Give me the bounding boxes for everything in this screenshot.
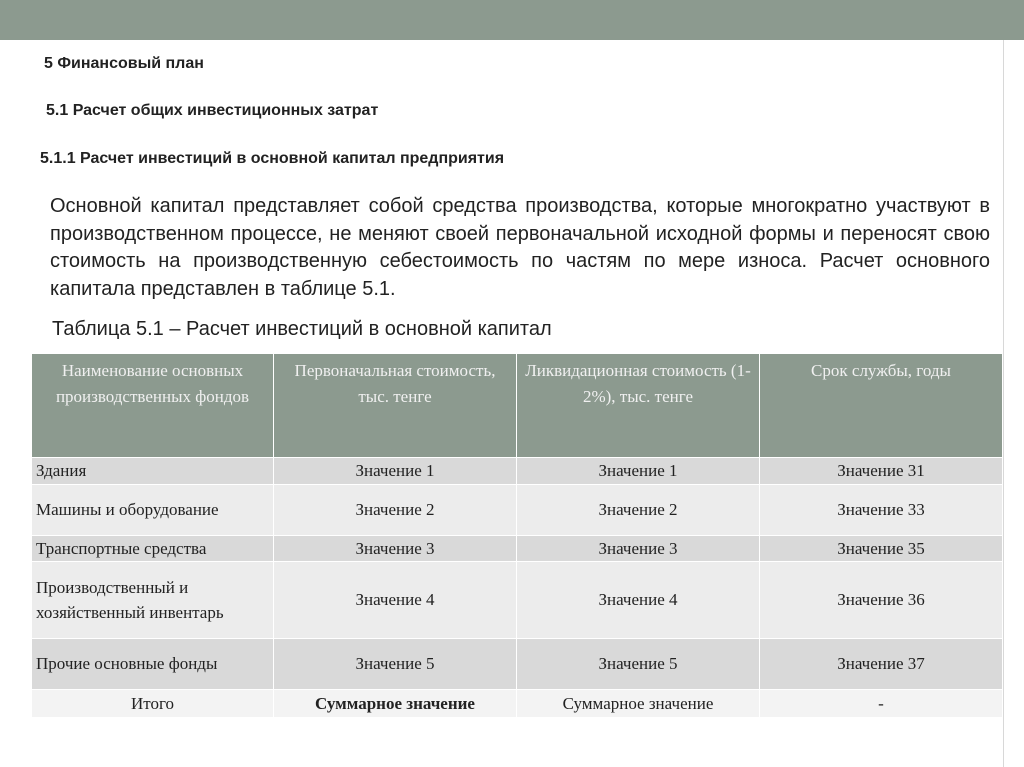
cell-total-service-life: - (760, 689, 1003, 717)
cell-service-life: Значение 33 (760, 484, 1003, 535)
cell-service-life: Значение 31 (760, 457, 1003, 484)
cell-liquidation-value: Значение 3 (517, 535, 760, 561)
cell-total-liquidation-value: Суммарное значение (517, 689, 760, 717)
cell-liquidation-value: Значение 5 (517, 638, 760, 689)
cell-service-life: Значение 36 (760, 561, 1003, 638)
fixed-capital-table (31, 354, 1003, 717)
header-service-life: Срок службы, годы (760, 354, 1003, 457)
cell-asset: Машины и оборудование (32, 484, 274, 535)
cell-initial-cost: Значение 4 (274, 561, 517, 638)
heading-investment-costs: 5.1 Расчет общих инвестиционных затрат (46, 102, 379, 119)
header-initial-cost: Первоначальная стоимость, тыс. тенге (274, 354, 517, 457)
right-divider (1003, 40, 1004, 767)
table-row (32, 484, 1003, 535)
table-row (32, 561, 1003, 638)
header-liquidation-value: Ликвидационная стоимость (1-2%), тыс. тенге (517, 354, 760, 457)
cell-initial-cost: Значение 5 (274, 638, 517, 689)
cell-initial-cost: Значение 3 (274, 535, 517, 561)
table-row (32, 638, 1003, 689)
cell-initial-cost: Значение 2 (274, 484, 517, 535)
top-bar (0, 0, 1024, 40)
cell-total-initial-cost: Суммарное значение (274, 689, 517, 717)
heading-fixed-capital: 5.1.1 Расчет инвестиций в основной капитал предприятия (40, 150, 505, 167)
cell-liquidation-value: Значение 2 (517, 484, 760, 535)
cell-liquidation-value: Значение 1 (517, 457, 760, 484)
cell-initial-cost: Значение 1 (274, 457, 517, 484)
table-header-row (32, 354, 1003, 457)
table-caption: Таблица 5.1 – Расчет инвестиций в основной капитал (52, 318, 552, 340)
table-total-row (32, 689, 1003, 717)
heading-financial-plan: 5 Финансовый план (44, 55, 204, 72)
header-asset-name: Наименование основных производственных фондов (32, 354, 274, 457)
table-row (32, 457, 1003, 484)
cell-service-life: Значение 37 (760, 638, 1003, 689)
cell-asset: Транспортные средства (32, 535, 274, 561)
cell-asset: Производственный и хозяйственный инвентарь (32, 561, 274, 638)
cell-service-life: Значение 35 (760, 535, 1003, 561)
table-row (32, 535, 1003, 561)
body-paragraph: Основной капитал представляет собой средства производства, которые многократно участвуют в производственном процессе, не меняют своей первоначальной исходной формы и переносят свою стоимость на производственную себестоимость по частям по мере износа. Расчет основного капитала представлен в таблице 5.1. (50, 195, 990, 300)
cell-asset: Здания (32, 457, 274, 484)
cell-liquidation-value: Значение 4 (517, 561, 760, 638)
cell-total-label: Итого (32, 689, 274, 717)
cell-asset: Прочие основные фонды (32, 638, 274, 689)
